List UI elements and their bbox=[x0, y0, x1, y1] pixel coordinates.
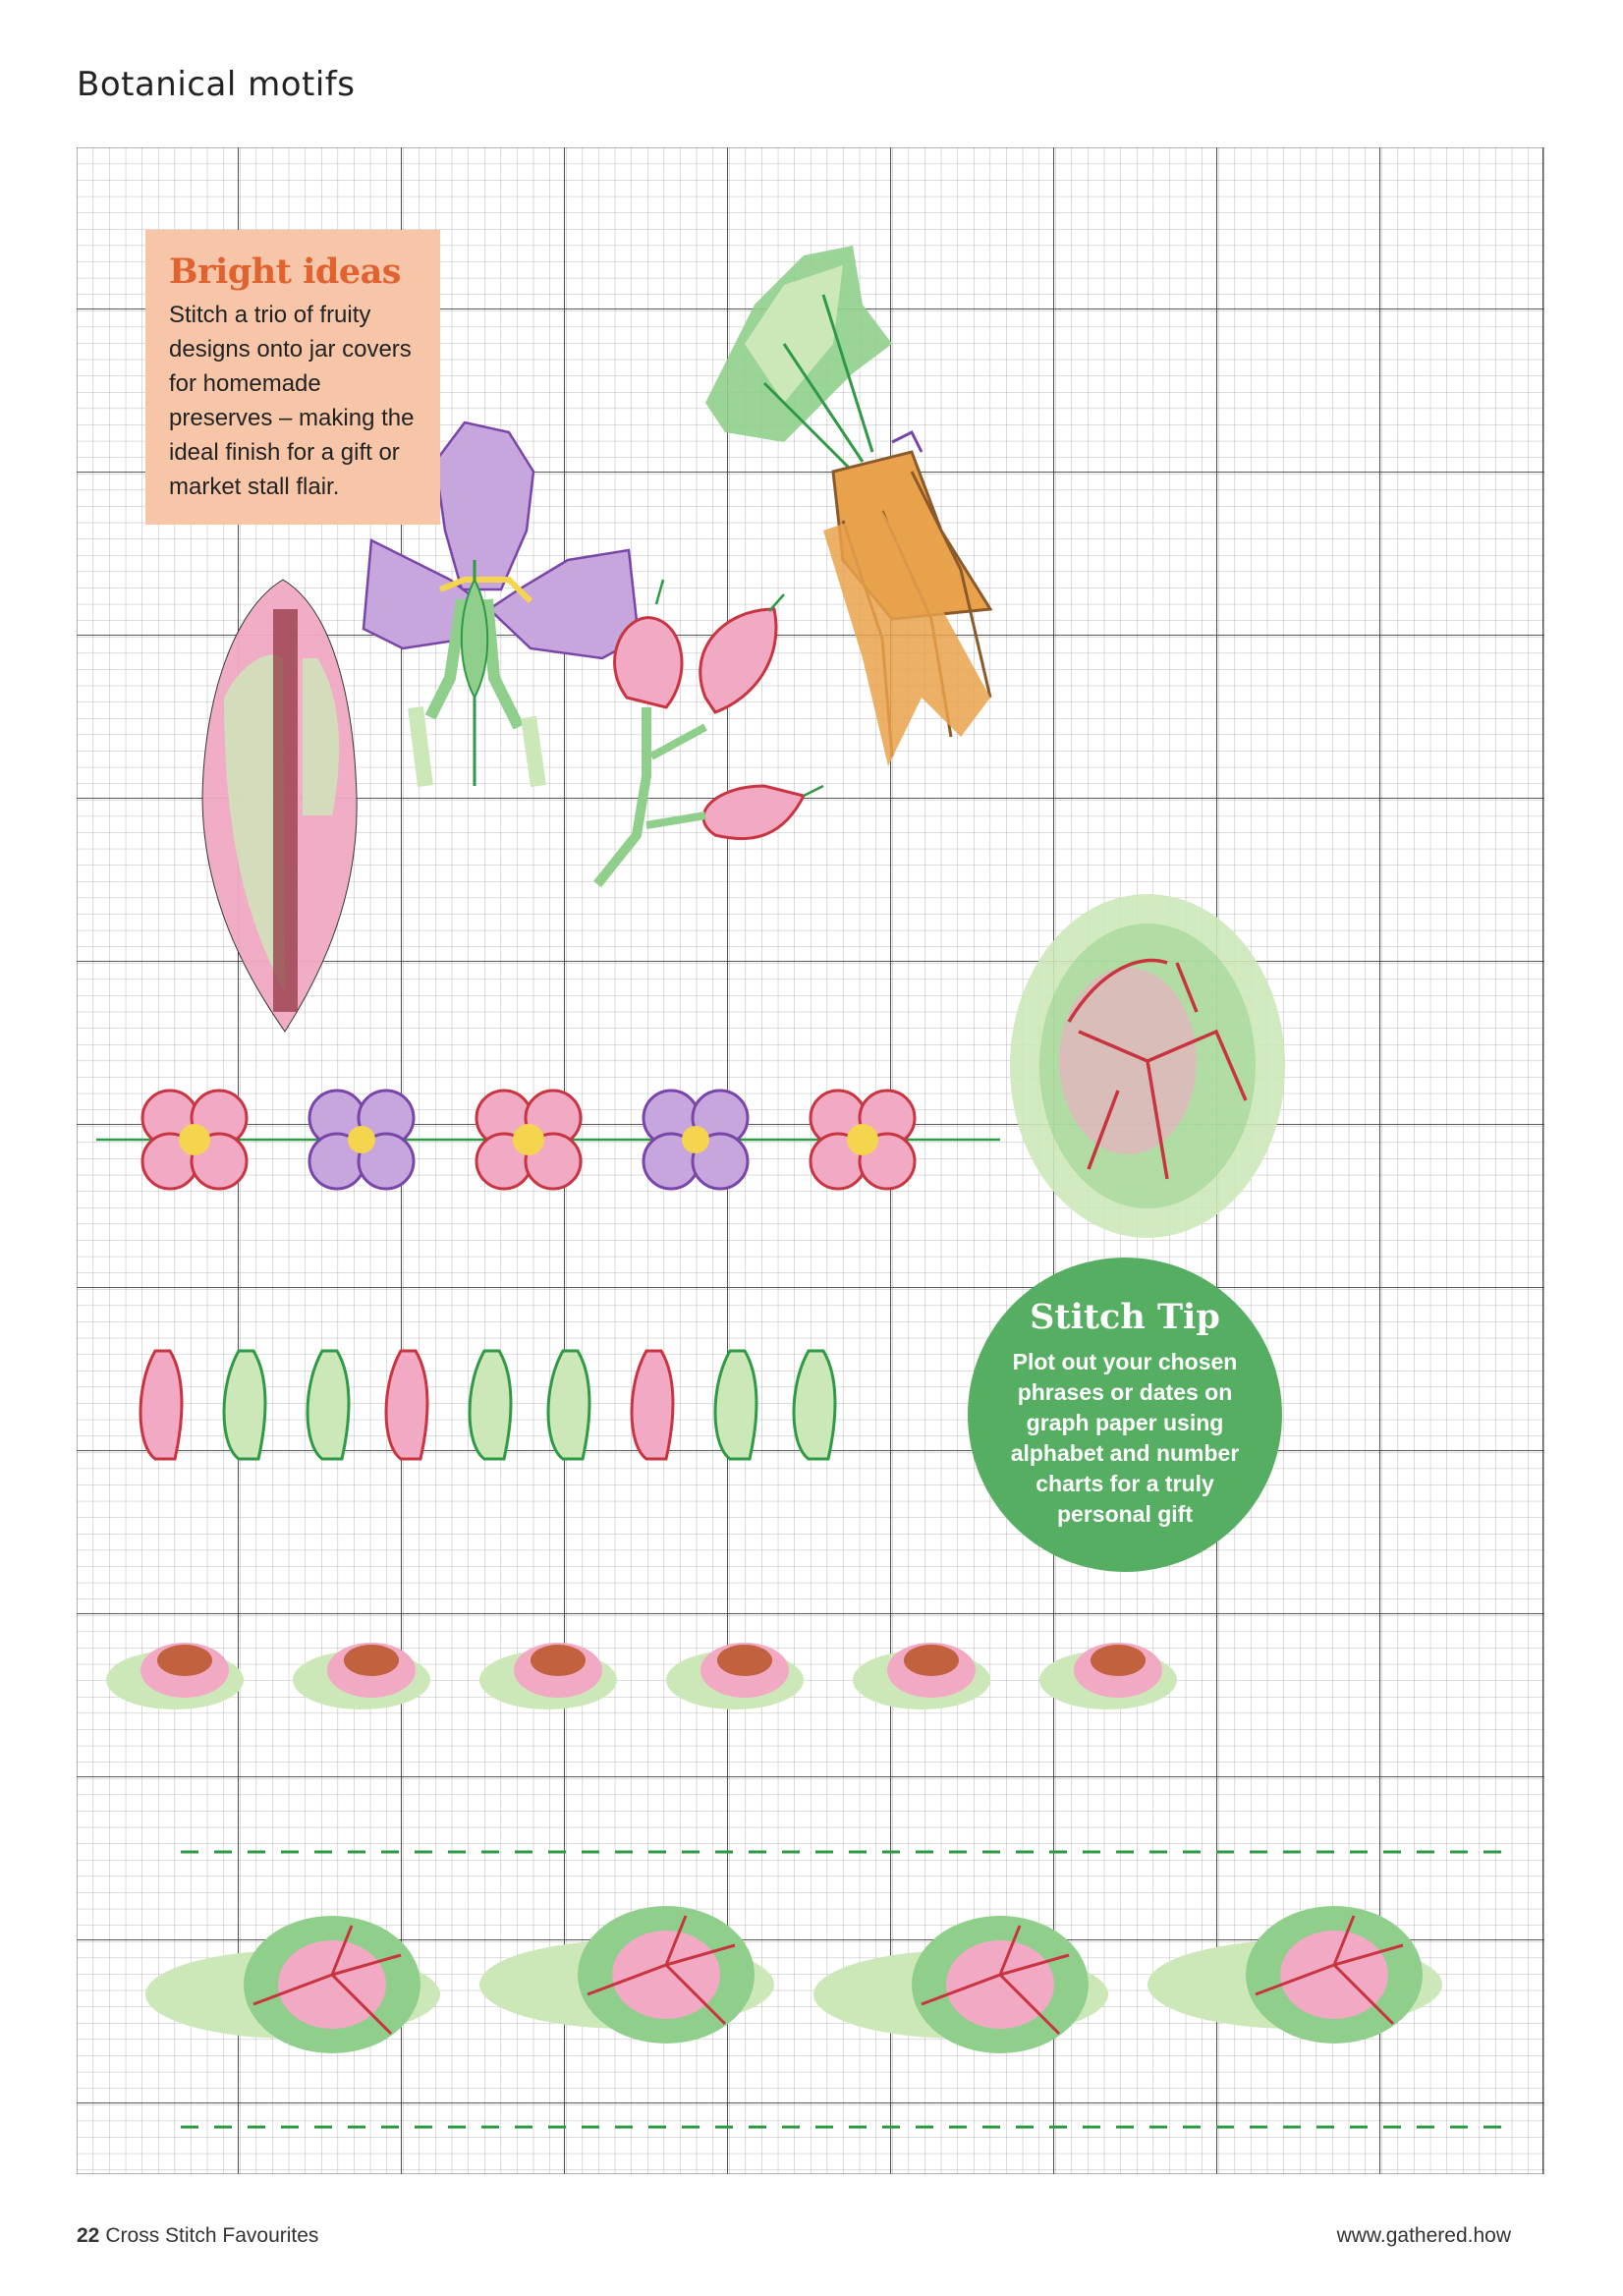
footer-publication bbox=[77, 2224, 318, 2248]
page-title: Botanical motifs bbox=[77, 65, 356, 104]
bright-ideas-body: Stitch a trio of fruity designs onto jar covers for homemade preserves – making the ideal finish for a gift or market stall flair. bbox=[169, 302, 415, 500]
round-leaf-motif bbox=[1010, 894, 1285, 1238]
footer-website[interactable]: www.gathered.how bbox=[1336, 2224, 1511, 2247]
stitch-tip-body: Plot out your chosen phrases or dates on graph paper using alphabet and number charts for a truly personal gift bbox=[1010, 1349, 1240, 1527]
bright-ideas-heading: Bright ideas bbox=[169, 252, 402, 292]
bright-ideas-box bbox=[145, 230, 440, 525]
pea-pod-border-motif bbox=[140, 1351, 835, 1459]
stitch-tip-badge bbox=[968, 1258, 1282, 1572]
magazine-name: Cross Stitch Favourites bbox=[105, 2224, 319, 2247]
flower-border-motif bbox=[96, 1091, 1000, 1189]
stitch-tip-heading: Stitch Tip bbox=[1030, 1297, 1220, 1337]
page-number: 22 bbox=[77, 2224, 100, 2247]
